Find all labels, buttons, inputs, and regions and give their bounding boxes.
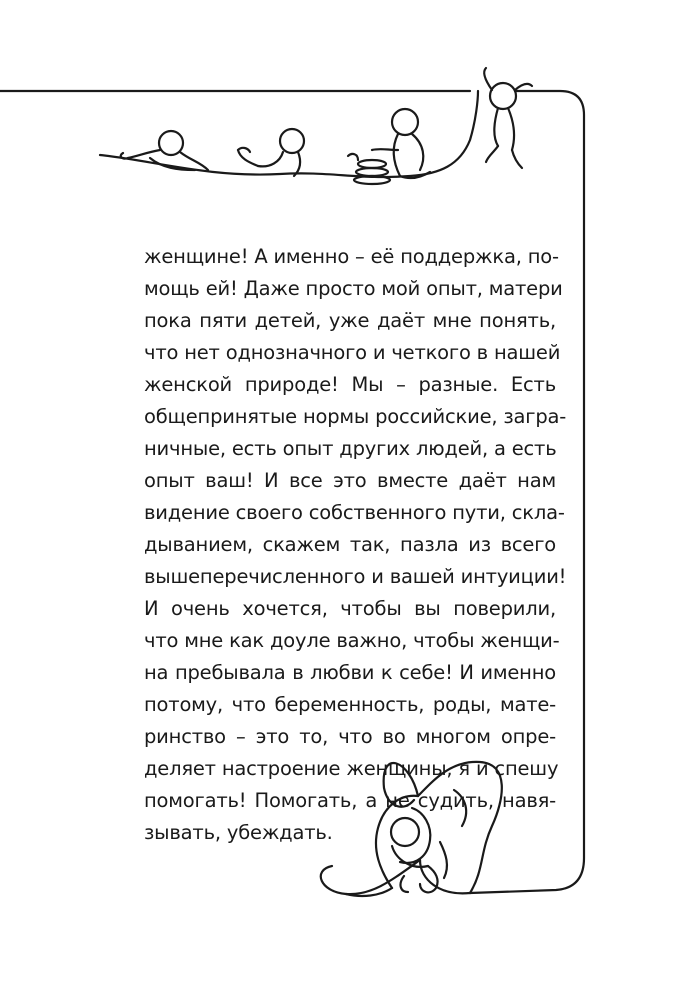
text-line: общепринятые нормы российские, загра- [144, 405, 567, 428]
text-line: что нет однозначного и четкого в нашей [144, 341, 561, 364]
baby-sitting-icon [348, 109, 430, 184]
text-line: ничные, есть опыт других людей, а есть [144, 437, 557, 460]
toy-ring-icon [358, 160, 386, 168]
text-line-last: зывать, убеждать. [144, 821, 333, 844]
text-line: пока пяти детей, уже даёт мне понять, [144, 309, 556, 332]
text-line: И очень хочется, чтобы вы поверили, [144, 597, 556, 620]
text-line: потому, что беременность, роды, мате- [144, 693, 556, 716]
text-line: опыт ваш! И все это вместе даёт нам [144, 469, 556, 492]
text-line: женщине! А именно – её поддержка, по- [144, 245, 559, 268]
text-line: женской природе! Мы – разные. Есть [144, 373, 556, 396]
baby-standing-icon [484, 68, 532, 168]
text-line: видение своего собственного пути, скла- [144, 501, 565, 524]
text-line: на пребывала в любви к себе! И именно [144, 661, 556, 684]
baby-crawling-icon [238, 129, 304, 176]
text-line: мощь ей! Даже просто мой опыт, матери [144, 277, 563, 300]
text-line: ринство – это то, что во многом опре- [144, 725, 556, 748]
text-line: вышеперечисленного и вашей интуиции! [144, 565, 567, 588]
text-line: деляет настроение женщины, я и спешу [144, 757, 559, 780]
text-line: дыванием, скажем так, пазла из всего [144, 533, 556, 556]
text-line: что мне как доуле важно, чтобы женщи- [144, 629, 560, 652]
text-line: помогать! Помогать, а не судить, навя- [144, 789, 556, 812]
body-text [144, 241, 567, 849]
